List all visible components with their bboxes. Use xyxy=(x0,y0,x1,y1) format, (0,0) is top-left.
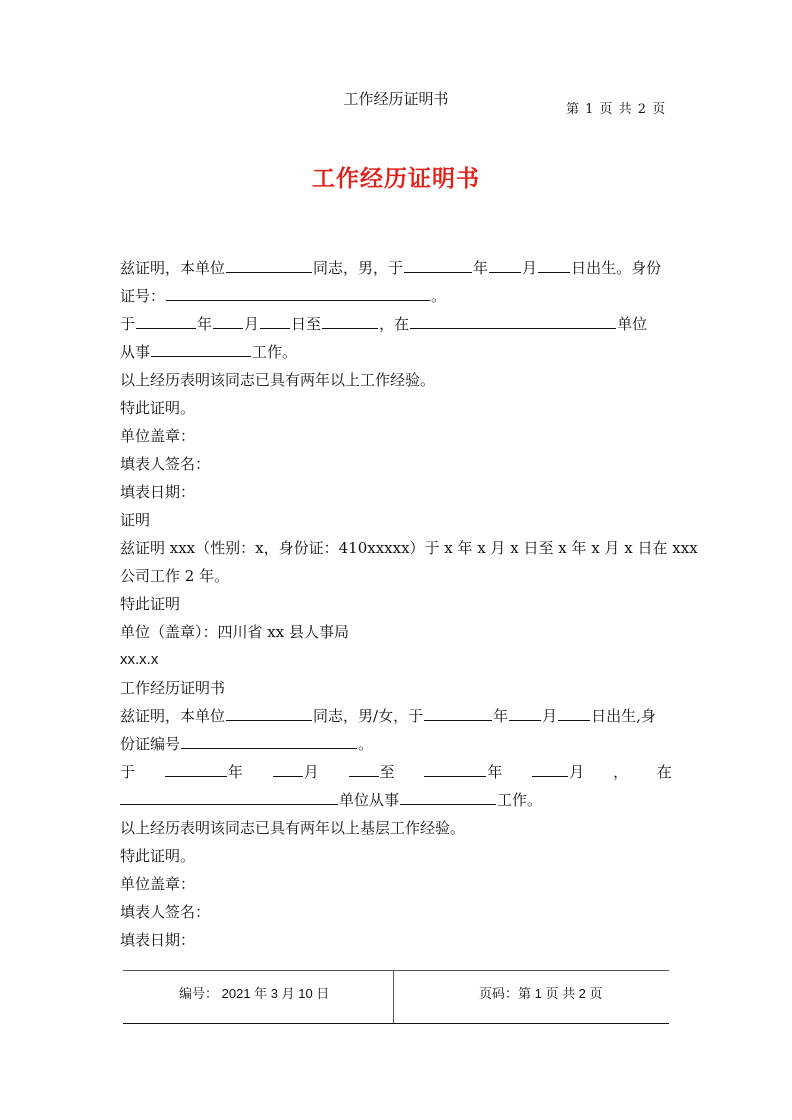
t3-line-2 xyxy=(120,730,672,758)
segment xyxy=(164,758,243,786)
segment xyxy=(423,758,502,786)
unit-blank xyxy=(120,786,338,805)
text: 月 xyxy=(244,315,260,333)
document-title: 工作经历证明书 xyxy=(312,165,480,192)
t1-line-3 xyxy=(120,310,672,338)
t3-line-3 xyxy=(120,758,672,786)
text: 同志，男，于 xyxy=(313,259,404,277)
year-blank xyxy=(404,254,472,273)
t2-line-3: 特此证明 xyxy=(120,595,181,613)
t1-line-5: 以上经历表明该同志已具有两年以上工作经验。 xyxy=(120,371,436,389)
t3-date-label: 填表日期： xyxy=(120,931,196,949)
end-date-blank xyxy=(322,310,378,329)
text: 工作。 xyxy=(252,343,298,361)
t3-line-1 xyxy=(120,702,672,730)
text: 单位 xyxy=(617,315,648,333)
t2-line-1: 兹证明 xxx（性别：x，身份证：410xxxxx）于 x 年 x 月 x 日至 x 年 x 月 x 日在 xxx xyxy=(120,539,698,557)
text: 单位从事 xyxy=(339,791,400,809)
text: 从事 xyxy=(120,343,151,361)
header-page-indicator: 第 1 页 共 2 页 xyxy=(566,102,667,117)
footer-page: 页码：第 1 页 共 2 页 xyxy=(479,986,603,1001)
text: 年 xyxy=(487,763,503,781)
t3-signer-label: 填表人签名： xyxy=(120,903,211,921)
text: 于 xyxy=(120,763,136,781)
text: 。 xyxy=(358,735,374,753)
text: 年 xyxy=(227,763,243,781)
text: 月 xyxy=(303,763,319,781)
t1-signer-label: 填表人签名： xyxy=(120,455,211,473)
month-blank xyxy=(509,702,541,721)
text: 月 xyxy=(569,763,585,781)
t1-seal-label: 单位盖章： xyxy=(120,427,196,445)
month-blank xyxy=(273,758,303,777)
text: ，在 xyxy=(379,315,410,333)
footer-number xyxy=(179,983,329,1002)
t3-seal-label: 单位盖章： xyxy=(120,875,196,893)
text: 兹证明，本单位 xyxy=(120,259,226,277)
text: 年 xyxy=(493,707,509,725)
text: 月 xyxy=(542,707,558,725)
day-blank xyxy=(538,254,570,273)
t1-line-2 xyxy=(120,282,672,310)
text: 日出生,身 xyxy=(591,707,656,725)
text: 证号： xyxy=(120,287,166,305)
year-blank xyxy=(424,702,492,721)
month-blank xyxy=(489,254,521,273)
text: 工作。 xyxy=(497,791,543,809)
footer-table xyxy=(123,970,669,1024)
footer-divider xyxy=(393,971,394,1023)
month-blank xyxy=(213,310,243,329)
t1-line-4 xyxy=(120,338,672,366)
text: 兹证明，本单位 xyxy=(120,707,226,725)
segment xyxy=(272,758,319,786)
text: 日出生。身份 xyxy=(571,259,662,277)
text: 月 xyxy=(522,259,538,277)
text: 至 xyxy=(379,763,395,781)
segment xyxy=(348,758,395,786)
segment xyxy=(531,758,584,786)
id-blank xyxy=(181,730,357,749)
text: 于 xyxy=(120,315,136,333)
day-blank xyxy=(349,758,379,777)
text: 年 xyxy=(473,259,489,277)
document-body xyxy=(120,254,698,954)
unit-blank xyxy=(410,310,616,329)
day-blank xyxy=(260,310,290,329)
id-blank xyxy=(166,282,430,301)
name-blank xyxy=(226,702,312,721)
number-label: 编号： xyxy=(179,986,219,1001)
t3-line-4 xyxy=(120,786,672,814)
work-blank xyxy=(151,338,251,357)
t2-line-4: 单位（盖章）：四川省 xx 县人事局 xyxy=(120,623,349,641)
end-month-blank xyxy=(532,758,568,777)
t2-line-2: 公司工作 2 年。 xyxy=(120,567,230,585)
number-value: 2021 年 3 月 10 日 xyxy=(221,986,330,1001)
text: 日至 xyxy=(291,315,322,333)
text: 在 xyxy=(656,763,672,781)
header-title: 工作经历证明书 xyxy=(343,90,449,108)
day-blank xyxy=(558,702,590,721)
year-blank xyxy=(165,758,227,777)
t3-line-6: 特此证明。 xyxy=(120,847,196,865)
year-blank xyxy=(136,310,196,329)
name-blank xyxy=(226,254,312,273)
t3-title: 工作经历证明书 xyxy=(120,679,226,697)
t2-date: xx.x.x xyxy=(120,651,159,668)
text: 同志，男/女，于 xyxy=(313,707,424,725)
text: 。 xyxy=(431,287,447,305)
t3-line-5: 以上经历表明该同志已具有两年以上基层工作经验。 xyxy=(120,819,466,837)
text: 年 xyxy=(197,315,213,333)
text: 份证编号 xyxy=(120,735,181,753)
work-blank xyxy=(400,786,496,805)
t1-line-1 xyxy=(120,254,672,282)
t1-line-6: 特此证明。 xyxy=(120,399,196,417)
t2-title: 证明 xyxy=(120,511,151,529)
t1-date-label: 填表日期： xyxy=(120,483,196,501)
end-year-blank xyxy=(424,758,486,777)
text: ， xyxy=(613,763,629,781)
